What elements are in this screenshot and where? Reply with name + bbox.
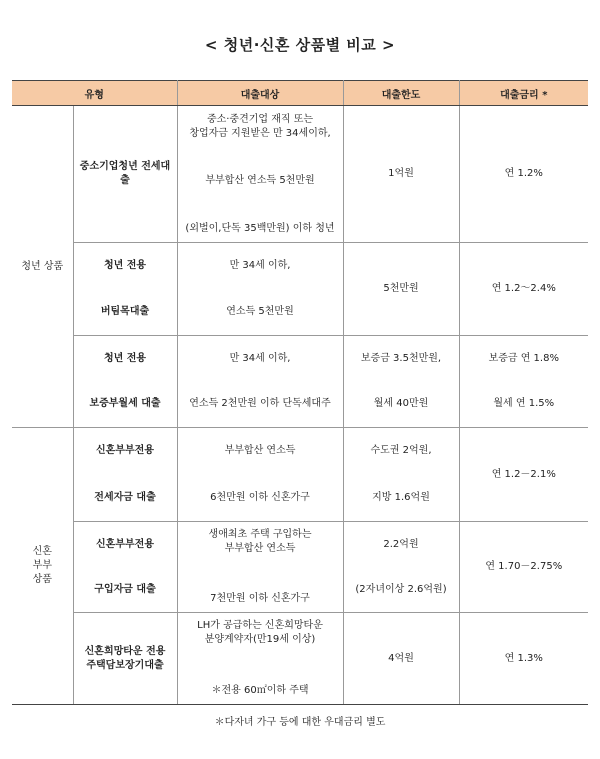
- rate-cell: 보증금 연 1.8% 월세 연 1.5%: [459, 336, 588, 428]
- limit-cell: 2.2억원 (2자녀이상 2.6억원): [343, 522, 459, 613]
- product-name: 청년 전용 버팀목대출: [73, 243, 177, 336]
- product-name: 청년 전용 보증부월세 대출: [73, 336, 177, 428]
- header-type: 유형: [12, 81, 177, 106]
- limit-cell: 1억원: [343, 106, 459, 243]
- table-row: [12, 243, 588, 336]
- table-row: [12, 336, 588, 428]
- rate-cell: 연 1.2～2.4%: [459, 243, 588, 336]
- product-name: 신혼부부전용 전세자금 대출: [73, 428, 177, 522]
- product-comparison-table: [12, 80, 588, 705]
- footnote: ＊다자녀 가구 등에 대한 우대금리 별도: [214, 717, 386, 728]
- target-cell: LH가 공급하는 신혼희망타운 분양계약자(만19세 이상) ＊전용 60㎡이하 주택: [177, 613, 343, 705]
- table-row: [12, 613, 588, 705]
- header-rate: 대출금리 *: [459, 81, 588, 106]
- product-name: 신혼희망타운 전용 주택담보장기대출: [73, 613, 177, 705]
- target-cell: 중소·중견기업 재직 또는 창업자금 지원받은 만 34세이하, 부부합산 연소득 5천만원 (외벌이,단독 35백만원) 이하 청년: [177, 106, 343, 243]
- youth-category-label: 청년 상품: [12, 106, 73, 428]
- rate-cell: 연 1.70－2.75%: [459, 522, 588, 613]
- target-cell: 부부합산 연소득 6천만원 이하 신혼가구: [177, 428, 343, 522]
- table-row: [12, 522, 588, 613]
- rate-cell: 연 1.2%: [459, 106, 588, 243]
- limit-cell: 수도권 2억원, 지방 1.6억원: [343, 428, 459, 522]
- header-target: 대출대상: [177, 81, 343, 106]
- header-row: [12, 81, 588, 106]
- table-row: [12, 106, 588, 243]
- product-name: 중소기업청년 전세대출: [73, 106, 177, 243]
- newlywed-category-label: 신혼 부부 상품: [12, 428, 73, 705]
- rate-cell: 연 1.3%: [459, 613, 588, 705]
- limit-cell: 5천만원: [343, 243, 459, 336]
- target-cell: 만 34세 이하, 연소득 5천만원: [177, 243, 343, 336]
- page-title: < 청년·신혼 상품별 비교 >: [204, 36, 396, 54]
- table-row: [12, 428, 588, 522]
- limit-cell: 4억원: [343, 613, 459, 705]
- target-cell: 만 34세 이하, 연소득 2천만원 이하 단독세대주: [177, 336, 343, 428]
- rate-cell: 연 1.2－2.1%: [459, 428, 588, 522]
- header-limit: 대출한도: [343, 81, 459, 106]
- target-cell: 생애최초 주택 구입하는 부부합산 연소득 7천만원 이하 신혼가구: [177, 522, 343, 613]
- limit-cell: 보증금 3.5천만원, 월세 40만원: [343, 336, 459, 428]
- product-name: 신혼부부전용 구입자금 대출: [73, 522, 177, 613]
